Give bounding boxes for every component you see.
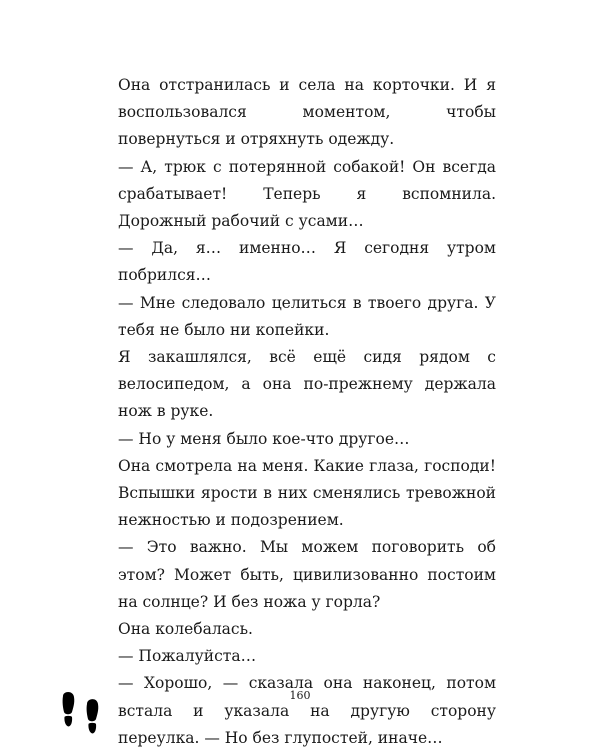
paragraph-1: Она отстранилась и села на корточки. И я воспользовался моментом, чтобы повернуться и отряхнуть одежду. (118, 76, 496, 149)
paragraph-5: Я закашлялся, всё ещё сидя рядом с велосипедом, а она по-прежнему держала нож в руке. (118, 348, 496, 421)
body-text (118, 72, 496, 752)
paragraph-10: — Пожалуйста… (118, 647, 257, 666)
paragraph-3: — Да, я… именно… Я сегодня утром побрился… (118, 239, 496, 285)
page-number: 160 (289, 689, 311, 702)
paragraph-11: — Хорошо, — сказала она наконец, потом встала и указала на другую сторону переулка. — Но без глупостей, иначе… (118, 674, 496, 747)
paragraph-9: Она колебалась. (118, 620, 253, 639)
paragraph-4: — Мне следовало целиться в твоего друга. У тебя не было ни копейки. (118, 293, 496, 339)
paragraph-8: — Это важно. Мы можем поговорить об этом? Может быть, цивилизованно постоим на солнце? И без ножа у горла? (118, 538, 496, 611)
paragraph-6: — Но у меня было кое-что другое… (118, 429, 410, 448)
paragraph-2: — А, трюк с потерянной собакой! Он всегда срабатывает! Теперь я вспомнила. Дорожный рабочий с усами… (118, 157, 496, 231)
paragraph-7: Она смотрела на меня. Какие глаза, господи! Вспышки ярости в них сменялись тревожной нежностью и подозрением. (118, 456, 496, 530)
